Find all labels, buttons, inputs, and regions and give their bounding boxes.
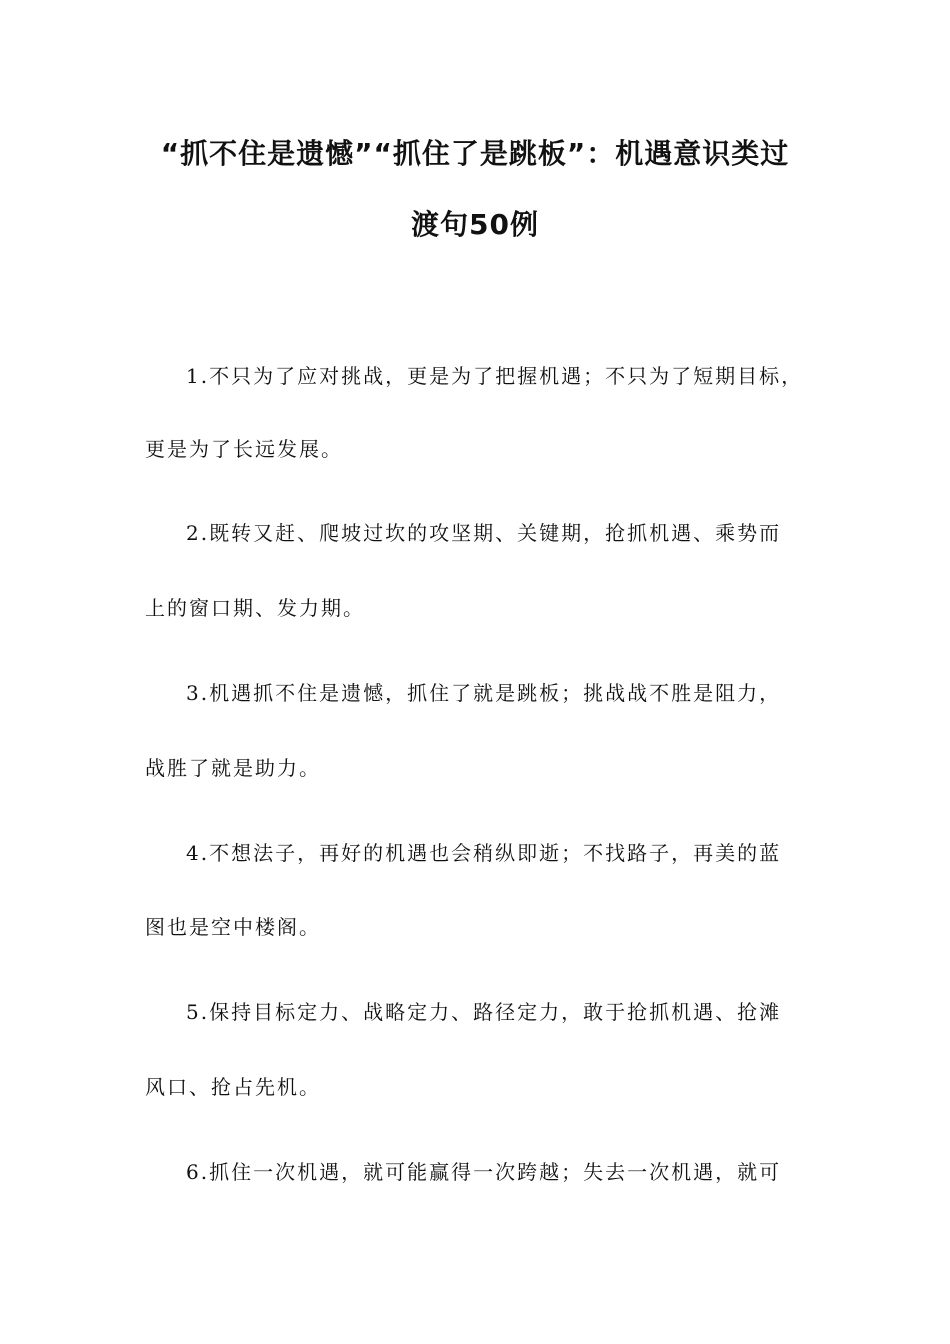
item-2-line-1: 2.既转又赶、爬坡过坎的攻坚期、关键期，抢抓机遇、乘势而 <box>186 521 782 545</box>
item-4-line-2: 图也是空中楼阁。 <box>145 915 321 939</box>
document-title-line-2: 渡句50例 <box>411 208 539 241</box>
item-5-line-1: 5.保持目标定力、战略定力、路径定力，敢于抢抓机遇、抢滩 <box>186 1000 782 1024</box>
item-1-line-1: 1.不只为了应对挑战，更是为了把握机遇；不只为了短期目标， <box>186 364 804 388</box>
item-3-line-1: 3.机遇抓不住是遗憾，抓住了就是跳板；挑战战不胜是阻力， <box>186 681 782 705</box>
document-title-line-1: “抓不住是遗憾”“抓住了是跳板”：机遇意识类过 <box>160 137 790 170</box>
item-1-line-2: 更是为了长远发展。 <box>145 437 343 461</box>
item-5-line-2: 风口、抢占先机。 <box>145 1075 321 1099</box>
item-2-line-2: 上的窗口期、发力期。 <box>145 596 365 620</box>
item-6-line-1: 6.抓住一次机遇，就可能赢得一次跨越；失去一次机遇，就可 <box>186 1160 782 1184</box>
item-3-line-2: 战胜了就是助力。 <box>145 756 321 780</box>
item-4-line-1: 4.不想法子，再好的机遇也会稍纵即逝；不找路子，再美的蓝 <box>186 841 782 865</box>
